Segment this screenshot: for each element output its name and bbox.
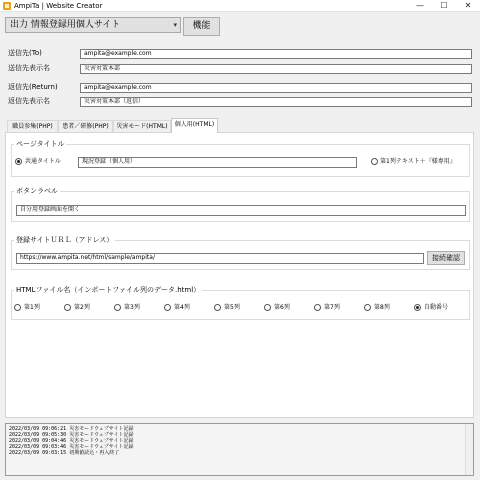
file-option-radio-7[interactable]: [314, 304, 321, 311]
file-option-radio-2[interactable]: [64, 304, 71, 311]
file-option-radio-5[interactable]: [214, 304, 221, 311]
column-title-radio[interactable]: [371, 158, 378, 165]
chevron-down-icon[interactable]: ▾: [173, 21, 177, 29]
to-field[interactable]: ampita@example.com: [80, 49, 472, 59]
function-button[interactable]: 機能: [183, 17, 220, 36]
file-option-radio-6[interactable]: [264, 304, 271, 311]
page-title-group-title: ページタイトル: [16, 140, 65, 148]
log-line: 2022/03/09 09:04:46 災害モードウェブサイト記録: [9, 438, 134, 444]
mode-select-value: 出力 情報登録用個人サイト: [10, 20, 121, 30]
file-option-label-7: 第7列: [324, 304, 340, 311]
log-panel[interactable]: [5, 423, 474, 476]
column-title-radio-label: 第1列テキスト＋『様専用』: [380, 158, 456, 165]
common-title-radio-label: 共通タイトル: [25, 158, 61, 165]
file-option-radio-3[interactable]: [114, 304, 121, 311]
file-option-label-6: 第6列: [274, 304, 290, 311]
log-line: 2022/03/09 09:03:46 災害モードウェブサイト記録: [9, 444, 134, 450]
file-option-label-4: 第4列: [174, 304, 190, 311]
log-line: 2022/03/09 09:03:15 初期値読込・再入終了: [9, 450, 120, 456]
file-option-radio-1[interactable]: [14, 304, 21, 311]
file-option-radio-auto[interactable]: [414, 304, 421, 311]
close-button[interactable]: ✕: [464, 1, 472, 10]
common-title-input[interactable]: 現況登録（個人用）: [78, 157, 357, 168]
to-display-field[interactable]: 災害対策本部: [80, 64, 472, 74]
file-option-label-1: 第1列: [24, 304, 40, 311]
window-title: AmpiTa | Website Creator: [14, 2, 103, 10]
button-label-group-title: ボタンラベル: [16, 187, 58, 195]
title-bar: [0, 0, 480, 12]
return-label: 返信先(Return): [8, 83, 58, 91]
file-option-label-5: 第5列: [224, 304, 240, 311]
return-display-field[interactable]: 災害対策本部（返信）: [80, 97, 472, 107]
tab-personal[interactable]: 個人用(HTML): [171, 118, 218, 133]
mode-select[interactable]: [5, 17, 181, 33]
file-option-radio-4[interactable]: [164, 304, 171, 311]
log-line: 2022/03/09 09:05:30 災害モードウェブサイト記録: [9, 432, 134, 438]
connection-check-button[interactable]: 接続確認: [427, 251, 465, 265]
log-line: 2022/03/09 09:06:21 災害モードウェブサイト記録: [9, 426, 134, 432]
log-scrollbar[interactable]: [465, 424, 473, 475]
tab-disaster-mode[interactable]: 災害モード(HTML): [113, 120, 171, 132]
file-option-label-auto: 自動番号: [424, 304, 449, 311]
return-field[interactable]: ampita@example.com: [80, 83, 472, 93]
to-display-label: 送信先表示名: [8, 64, 50, 72]
tab-patient-training[interactable]: 患者／研修(PHP): [58, 120, 113, 132]
to-label: 送信先(To): [8, 49, 42, 57]
file-option-label-8: 第8列: [374, 304, 390, 311]
common-title-radio[interactable]: [15, 158, 22, 165]
site-url-input[interactable]: https://www.ampita.net/html/sample/ampita/: [16, 253, 424, 264]
button-label-input[interactable]: 自分用登録画面を開く: [16, 205, 466, 216]
site-url-group-title: 登録サイトＵＲＬ（アドレス）: [16, 236, 114, 244]
minimize-button[interactable]: —: [416, 1, 424, 10]
html-file-group-title: HTMLファイル名（インポートファイル列のデータ.html）: [16, 286, 201, 294]
tab-staff-callout[interactable]: 職員参集(PHP): [7, 120, 58, 132]
maximize-button[interactable]: ☐: [440, 1, 448, 10]
file-option-radio-8[interactable]: [364, 304, 371, 311]
return-display-label: 返信先表示名: [8, 97, 50, 105]
file-option-label-3: 第3列: [124, 304, 140, 311]
app-icon: [3, 2, 11, 10]
file-option-label-2: 第2列: [74, 304, 90, 311]
